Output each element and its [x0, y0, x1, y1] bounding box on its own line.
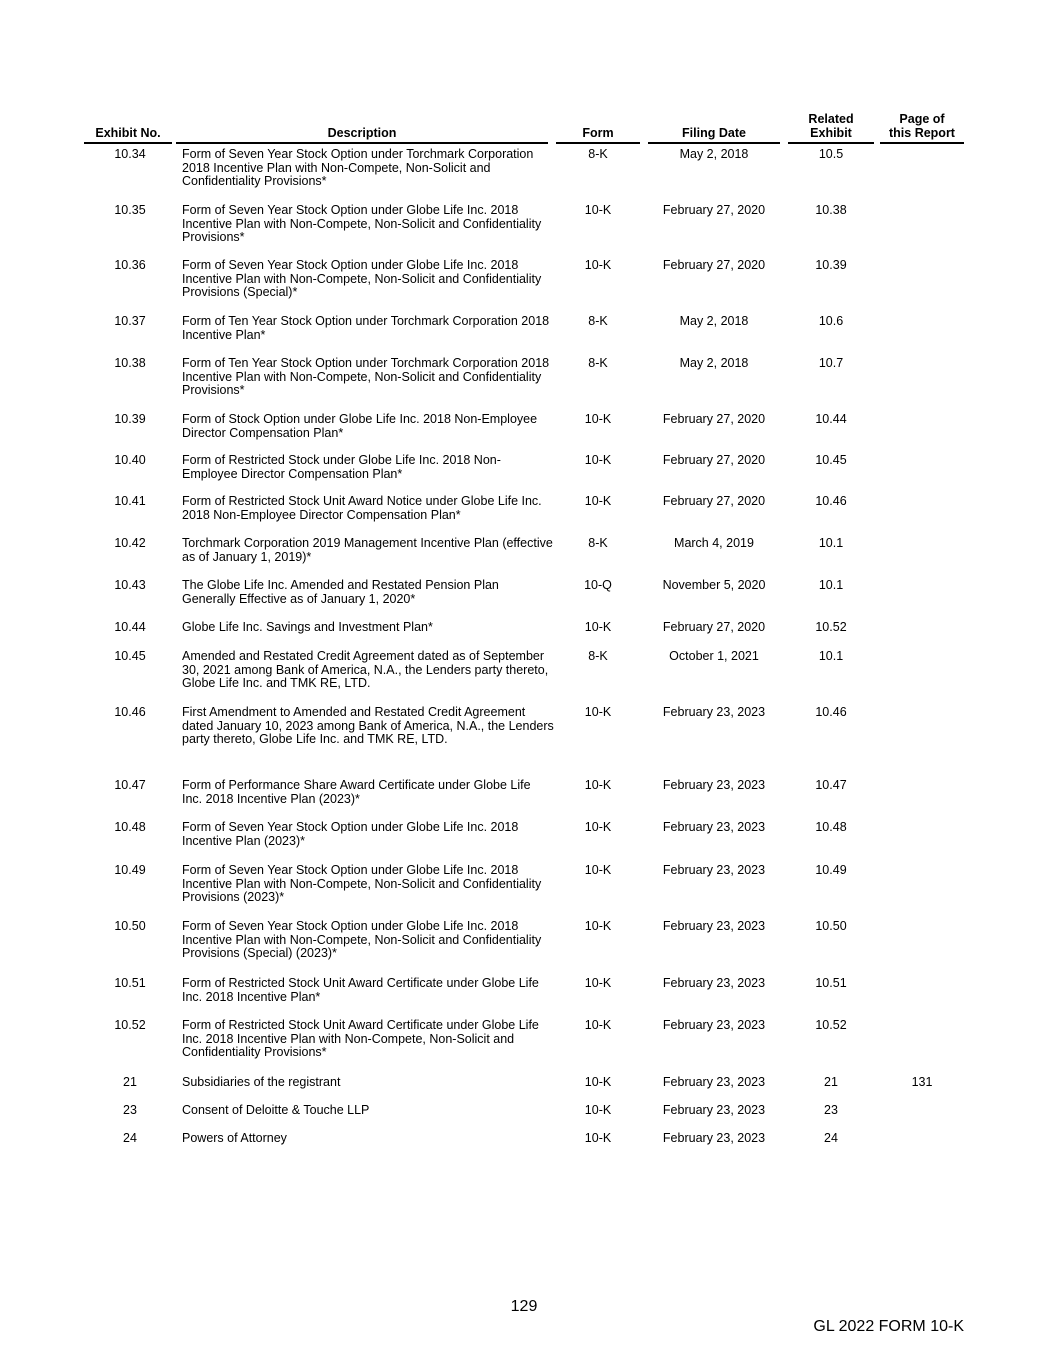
cell-related-exhibit: 10.52: [815, 620, 847, 634]
cell-form: 10-K: [584, 919, 612, 933]
cell-related-exhibit: 10.1: [818, 649, 844, 663]
cell-related-exhibit: 24: [824, 1131, 838, 1145]
cell-description: Form of Seven Year Stock Option under Torchmark Corporation 2018 Incentive Plan with Non-Compete, Non-Solicit and Confidentiality Provisions*: [182, 147, 534, 188]
cell-description: Form of Seven Year Stock Option under Globe Life Inc. 2018 Incentive Plan with Non-Compete, Non-Solicit and Confidentiality Provisions*: [182, 203, 542, 244]
cell-exhibit-no: 10.44: [114, 620, 146, 634]
cell-filing-date: February 23, 2023: [662, 919, 766, 933]
header-rule-related-exhibit: [788, 142, 874, 144]
page-number: 129: [510, 1298, 538, 1315]
header-filing-date: Filing Date: [682, 126, 746, 140]
header-rule-form: [556, 142, 640, 144]
header-rule-page-of-report: [880, 142, 964, 144]
cell-description: Form of Seven Year Stock Option under Globe Life Inc. 2018 Incentive Plan with Non-Compete, Non-Solicit and Confidentiality Provisions (Special)*: [182, 258, 542, 299]
cell-form: 10-K: [584, 203, 612, 217]
cell-description: Form of Restricted Stock under Globe Life Inc. 2018 Non-Employee Director Compensation Plan*: [182, 453, 501, 481]
cell-form: 10-K: [584, 412, 612, 426]
cell-related-exhibit: 10.39: [815, 258, 847, 272]
cell-exhibit-no: 10.49: [114, 863, 146, 877]
cell-related-exhibit: 10.46: [815, 705, 847, 719]
cell-related-exhibit: 10.48: [815, 820, 847, 834]
cell-exhibit-no: 10.35: [114, 203, 146, 217]
cell-exhibit-no: 10.43: [114, 578, 146, 592]
cell-filing-date: February 23, 2023: [662, 1018, 766, 1032]
cell-form: 10-Q: [584, 578, 612, 592]
cell-related-exhibit: 10.6: [818, 314, 844, 328]
cell-form: 10-K: [584, 976, 612, 990]
cell-related-exhibit: 10.51: [815, 976, 847, 990]
cell-related-exhibit: 10.49: [815, 863, 847, 877]
cell-form: 10-K: [584, 1018, 612, 1032]
cell-exhibit-no: 10.52: [114, 1018, 146, 1032]
cell-exhibit-no: 10.37: [114, 314, 146, 328]
cell-form: 10-K: [584, 453, 612, 467]
cell-related-exhibit: 10.52: [815, 1018, 847, 1032]
cell-related-exhibit: 10.7: [818, 356, 844, 370]
cell-filing-date: May 2, 2018: [679, 314, 749, 328]
header-rule-exhibit-no: [84, 142, 172, 144]
cell-description: Form of Restricted Stock Unit Award Certificate under Globe Life Inc. 2018 Incentive Plan*: [182, 976, 539, 1004]
cell-form: 8-K: [588, 147, 608, 161]
cell-filing-date: February 23, 2023: [662, 1131, 766, 1145]
cell-form: 10-K: [584, 705, 612, 719]
cell-filing-date: May 2, 2018: [679, 147, 749, 161]
cell-filing-date: February 23, 2023: [662, 1075, 766, 1089]
cell-filing-date: February 23, 2023: [662, 976, 766, 990]
cell-description: Form of Ten Year Stock Option under Torchmark Corporation 2018 Incentive Plan with Non-Compete, Non-Solicit and Confidentiality Provisions*: [182, 356, 550, 397]
cell-form: 8-K: [588, 536, 608, 550]
cell-form: 10-K: [584, 820, 612, 834]
cell-description: Powers of Attorney: [182, 1131, 287, 1145]
header-related-line2: Exhibit: [810, 126, 852, 140]
cell-related-exhibit: 10.1: [818, 536, 844, 550]
cell-exhibit-no: 24: [123, 1131, 137, 1145]
cell-exhibit-no: 10.46: [114, 705, 146, 719]
cell-exhibit-no: 10.41: [114, 494, 146, 508]
header-rule-description: [176, 142, 548, 144]
cell-exhibit-no: 10.42: [114, 536, 146, 550]
cell-exhibit-no: 10.34: [114, 147, 146, 161]
cell-filing-date: February 23, 2023: [662, 863, 766, 877]
cell-filing-date: February 27, 2020: [662, 203, 766, 217]
cell-exhibit-no: 21: [123, 1075, 137, 1089]
cell-description: Form of Seven Year Stock Option under Globe Life Inc. 2018 Incentive Plan with Non-Compete, Non-Solicit and Confidentiality Provisions (Special) (2023)*: [182, 919, 542, 960]
cell-related-exhibit: 10.50: [815, 919, 847, 933]
cell-form: 10-K: [584, 778, 612, 792]
cell-exhibit-no: 10.48: [114, 820, 146, 834]
header-page-line1: Page of: [899, 112, 945, 126]
cell-description: Consent of Deloitte & Touche LLP: [182, 1103, 370, 1117]
cell-exhibit-no: 10.39: [114, 412, 146, 426]
cell-form: 8-K: [588, 314, 608, 328]
cell-form: 10-K: [584, 494, 612, 508]
cell-exhibit-no: 10.40: [114, 453, 146, 467]
cell-exhibit-no: 10.45: [114, 649, 146, 663]
cell-form: 10-K: [584, 1131, 612, 1145]
cell-related-exhibit: 10.47: [815, 778, 847, 792]
cell-exhibit-no: 10.50: [114, 919, 146, 933]
cell-related-exhibit: 10.38: [815, 203, 847, 217]
cell-exhibit-no: 10.36: [114, 258, 146, 272]
header-page-of-report: [880, 112, 964, 140]
header-exhibit-no: Exhibit No.: [95, 126, 161, 140]
cell-filing-date: March 4, 2019: [674, 536, 754, 550]
cell-exhibit-no: 10.51: [114, 976, 146, 990]
cell-filing-date: February 23, 2023: [662, 778, 766, 792]
cell-description: Amended and Restated Credit Agreement dated as of September 30, 2021 among Bank of America, N.A., the Lenders party thereto, Globe Life Inc. and TMK RE, LTD.: [182, 649, 549, 690]
cell-related-exhibit: 10.46: [815, 494, 847, 508]
cell-exhibit-no: 10.47: [114, 778, 146, 792]
header-rule-filing-date: [648, 142, 780, 144]
cell-description: Form of Restricted Stock Unit Award Notice under Globe Life Inc. 2018 Non-Employee Director Compensation Plan*: [182, 494, 542, 522]
cell-description: Form of Seven Year Stock Option under Globe Life Inc. 2018 Incentive Plan with Non-Compete, Non-Solicit and Confidentiality Provisions (2023)*: [182, 863, 542, 904]
cell-form: 10-K: [584, 1075, 612, 1089]
cell-filing-date: February 23, 2023: [662, 705, 766, 719]
cell-filing-date: February 23, 2023: [662, 820, 766, 834]
cell-related-exhibit: 10.5: [818, 147, 844, 161]
cell-description: Subsidiaries of the registrant: [182, 1075, 341, 1089]
cell-filing-date: February 27, 2020: [662, 494, 766, 508]
cell-filing-date: May 2, 2018: [679, 356, 749, 370]
header-form: Form: [582, 126, 614, 140]
cell-description: First Amendment to Amended and Restated Credit Agreement dated January 10, 2023 among Bank of America, N.A., the Lenders party thereto, Globe Life Inc. and TMK RE, LTD.: [182, 705, 554, 746]
cell-page: 131: [911, 1075, 933, 1089]
footer-report-label: GL 2022 FORM 10-K: [813, 1318, 964, 1335]
cell-form: 10-K: [584, 620, 612, 634]
cell-filing-date: February 27, 2020: [662, 620, 766, 634]
cell-description: Globe Life Inc. Savings and Investment Plan*: [182, 620, 433, 634]
cell-form: 10-K: [584, 258, 612, 272]
cell-exhibit-no: 10.38: [114, 356, 146, 370]
cell-description: Form of Performance Share Award Certificate under Globe Life Inc. 2018 Incentive Plan (2023)*: [182, 778, 531, 806]
cell-related-exhibit: 10.1: [818, 578, 844, 592]
header-related-exhibit: [788, 112, 874, 140]
cell-related-exhibit: 10.45: [815, 453, 847, 467]
cell-form: 10-K: [584, 863, 612, 877]
cell-description: Form of Seven Year Stock Option under Globe Life Inc. 2018 Incentive Plan (2023)*: [182, 820, 519, 848]
header-description: Description: [327, 126, 397, 140]
cell-filing-date: February 27, 2020: [662, 453, 766, 467]
cell-description: The Globe Life Inc. Amended and Restated Pension Plan Generally Effective as of January 1, 2020*: [182, 578, 499, 606]
cell-form: 8-K: [588, 649, 608, 663]
cell-form: 10-K: [584, 1103, 612, 1117]
cell-filing-date: February 27, 2020: [662, 412, 766, 426]
cell-related-exhibit: 23: [824, 1103, 838, 1117]
cell-form: 8-K: [588, 356, 608, 370]
cell-description: Torchmark Corporation 2019 Management Incentive Plan (effective as of January 1, 2019)*: [182, 536, 553, 564]
header-page-line2: this Report: [889, 126, 955, 140]
header-related-line1: Related: [808, 112, 854, 126]
cell-description: Form of Stock Option under Globe Life Inc. 2018 Non-Employee Director Compensation Plan*: [182, 412, 538, 440]
cell-filing-date: November 5, 2020: [662, 578, 766, 592]
cell-related-exhibit: 10.44: [815, 412, 847, 426]
cell-filing-date: February 23, 2023: [662, 1103, 766, 1117]
cell-filing-date: October 1, 2021: [669, 649, 759, 663]
cell-description: Form of Ten Year Stock Option under Torchmark Corporation 2018 Incentive Plan*: [182, 314, 550, 342]
cell-description: Form of Restricted Stock Unit Award Certificate under Globe Life Inc. 2018 Incentive Plan with Non-Compete, Non-Solicit and Confidentiality Provisions*: [182, 1018, 539, 1059]
cell-related-exhibit: 21: [824, 1075, 838, 1089]
cell-filing-date: February 27, 2020: [662, 258, 766, 272]
cell-exhibit-no: 23: [123, 1103, 137, 1117]
